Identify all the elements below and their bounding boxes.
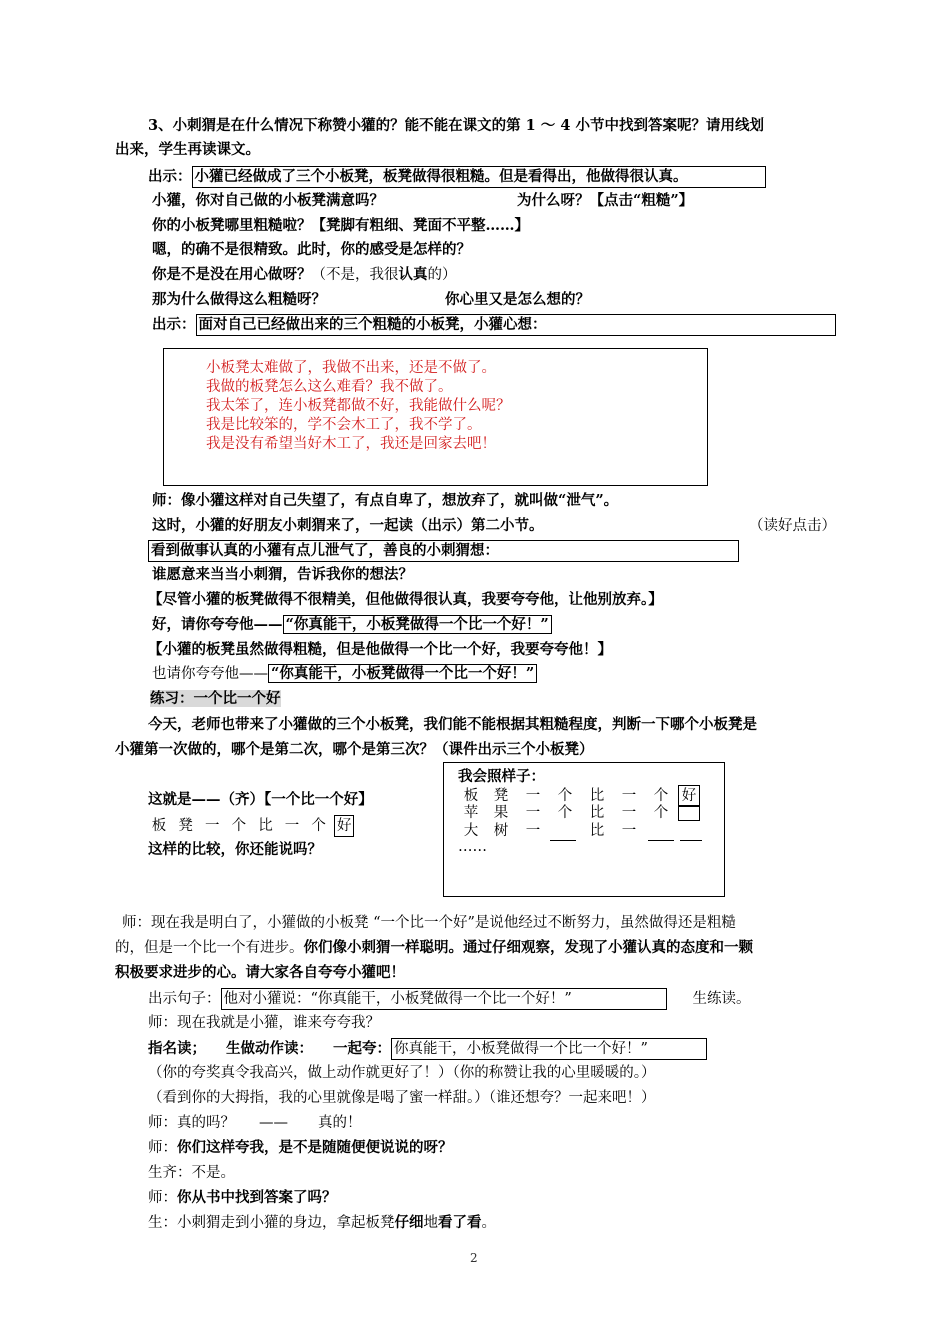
question-careless bbox=[152, 265, 457, 285]
thought-line: 小板凳太难做了，我做不出来，还是不做了。 bbox=[206, 360, 496, 376]
teacher-now-line2 bbox=[115, 938, 753, 958]
students-no: 生齐：不是。 bbox=[148, 1165, 235, 1181]
pattern-char: 板 bbox=[151, 818, 167, 834]
teacher-found bbox=[148, 1188, 337, 1208]
pattern-char: 一 bbox=[284, 818, 300, 834]
imitate-blank-box[interactable] bbox=[678, 805, 700, 821]
show-sentence-2 bbox=[152, 314, 836, 336]
imitate-char: 个 bbox=[557, 805, 573, 821]
teacher-casual bbox=[148, 1138, 453, 1158]
discouraged-thoughts-box bbox=[163, 348, 708, 486]
imitate-char: 一 bbox=[525, 823, 541, 839]
praise-quote: “你真能干，小板凳做得一个比一个好！” bbox=[283, 615, 552, 634]
imitate-blank[interactable] bbox=[648, 826, 674, 841]
careless-ans-close: 的） bbox=[427, 267, 457, 283]
praise-1 bbox=[152, 615, 552, 635]
imitate-char: 个 bbox=[557, 788, 573, 804]
question-rough: 那为什么做得这么粗糙呀？ bbox=[152, 291, 326, 308]
question-3-line1: 3、小刺猬是在什么情况下称赞小獾的？能不能在课文的第 1 ～ 4 小节中找到答案呢？请用线划 bbox=[148, 117, 764, 134]
praise-2 bbox=[152, 664, 537, 684]
hedgehog-d: 看了看 bbox=[438, 1214, 482, 1231]
boxed-sentence: 看到做事认真的小獾有点儿泄气了，善良的小刺猬想： bbox=[148, 540, 739, 562]
show-label: 出示句子： bbox=[148, 991, 221, 1007]
imitate-char: 一 bbox=[525, 788, 541, 804]
practice-read: 生练读。 bbox=[692, 991, 751, 1007]
imitate-char: 苹 bbox=[463, 805, 479, 821]
really-dash: —— bbox=[259, 1115, 288, 1131]
response-1: （你的夸奖真令我高兴，做上动作就更好了！）（你的称赞让我的心里暖暖的。） bbox=[148, 1065, 656, 1081]
careless-ans-open: （不是，我很 bbox=[311, 267, 399, 283]
pattern-char: 一 bbox=[204, 818, 220, 834]
careless-ans-key: 认真 bbox=[398, 266, 428, 283]
imitate-char: 一 bbox=[621, 788, 637, 804]
pattern-char: 个 bbox=[311, 818, 326, 834]
imitate-char: 个 bbox=[653, 788, 669, 804]
casual-q: 你们这样夸我，是不是随随便便说说的呀？ bbox=[177, 1139, 453, 1156]
question-where: 你的小板凳哪里粗糙啦？【凳脚有粗细、凳面不平整……】 bbox=[152, 217, 529, 234]
question-satisfied: 小獾，你对自己做的小板凳满意吗？ bbox=[152, 192, 384, 209]
teacher-now-line1: 师：现在我是明白了，小獾做的小板凳 “一个比一个好”是说他经过不断努力，虽然做得还是粗糙 bbox=[122, 915, 736, 931]
role-action: 生做动作读： bbox=[226, 1040, 313, 1057]
today-line1: 今天，老师也带来了小獾做的三个小板凳，我们能不能根据其粗糙程度，判断一下哪个小板凳是 bbox=[148, 716, 757, 733]
boxed-sentence: 你真能干，小板凳做得一个比一个好！” bbox=[391, 1038, 707, 1060]
imitate-char: 比 bbox=[589, 788, 605, 804]
role-together: 一起夸： bbox=[333, 1040, 391, 1057]
really-q: 师：真的吗？ bbox=[148, 1115, 235, 1131]
show-label: 出示： bbox=[152, 316, 196, 333]
boxed-sentence: 面对自己已经做出来的三个粗糙的小板凳，小獾心想： bbox=[196, 314, 836, 336]
imitate-blank[interactable] bbox=[680, 826, 702, 841]
imitate-char: 大 bbox=[463, 823, 479, 839]
exercise-label: 练习：一个比一个好 bbox=[150, 690, 281, 707]
imitate-char: 比 bbox=[589, 823, 605, 839]
imitate-char: 一 bbox=[621, 823, 637, 839]
hedgehog-e: 。 bbox=[481, 1215, 496, 1231]
praise-prompt: 好，请你夸夸他—— bbox=[152, 616, 283, 633]
hedgehog-a: 生：小刺猬走到小獾的身边，拿起板凳 bbox=[148, 1215, 395, 1231]
boxed-sentence: 小獾已经做成了三个小板凳，板凳做得很粗糙。但是看得出，他做得很认真。 bbox=[192, 166, 766, 188]
imitate-row-3 bbox=[456, 821, 702, 841]
imitate-char: 板 bbox=[463, 788, 479, 804]
today-line2: 小獾第一次做的，哪个是第二次，哪个是第三次？（课件出示三个小板凳） bbox=[115, 741, 594, 758]
thought-line: 我做的板凳怎么这么难看？我不做了。 bbox=[206, 379, 453, 395]
imitate-box bbox=[443, 762, 725, 897]
question-why: 为什么呀？【点击“粗糙”】 bbox=[517, 192, 694, 209]
student-hedgehog bbox=[148, 1213, 496, 1233]
found-q: 你从书中找到答案了吗？ bbox=[177, 1189, 337, 1206]
question-who: 谁愿意来当当小刺猬，告诉我你的想法？ bbox=[152, 566, 413, 583]
thought-line: 我是比较笨的，学不会木工了，我不学了。 bbox=[206, 417, 482, 433]
thought-line: 我太笨了，连小板凳都做不好，我能做什么呢？ bbox=[206, 398, 511, 414]
hedgehog-b: 仔细 bbox=[394, 1214, 424, 1231]
pattern-char-boxed: 好 bbox=[334, 815, 354, 837]
role-named: 指名读； bbox=[148, 1040, 206, 1057]
response-2: （看到你的大拇指，我的心里就像是喝了蜜一样甜。）（谁还想夸？一起来吧！） bbox=[148, 1090, 656, 1106]
praise-quote: “你真能干，小板凳做得一个比一个好！” bbox=[268, 664, 537, 683]
compare-question: 这样的比较，你还能说吗？ bbox=[148, 841, 322, 858]
answer-1: 【尽管小獾的板凳做得不很精美，但他做得很认真，我要夸夸他，让他别放弃。】 bbox=[148, 591, 663, 608]
imitate-char: 凳 bbox=[493, 788, 509, 804]
question-think: 你心里又是怎么想的？ bbox=[445, 291, 590, 308]
answer-2: 【小獾的板凳虽然做得粗糙，但是他做得一个比一个好，我要夸夸他！】 bbox=[148, 641, 612, 658]
pattern-char: 凳 bbox=[178, 818, 193, 834]
imitate-char: 个 bbox=[653, 805, 669, 821]
teacher-deflate: 师：像小獾这样对自己失望了，有点自卑了，想放弃了，就叫做“泄气”。 bbox=[152, 492, 619, 509]
imitate-blank[interactable] bbox=[550, 826, 576, 841]
teacher-i-am: 师：现在我就是小獾，谁来夸夸我？ bbox=[148, 1015, 380, 1031]
pattern-char: 比 bbox=[258, 818, 273, 834]
show-sentence-1 bbox=[148, 166, 766, 188]
exercise-title bbox=[150, 689, 281, 709]
boxed-sentence: 他对小獾说：“你真能干，小板凳做得一个比一个好！” bbox=[221, 988, 667, 1010]
praise-prompt: 也请你夸夸他—— bbox=[152, 666, 268, 682]
imitate-char: 一 bbox=[525, 805, 541, 821]
imitate-char: 一 bbox=[621, 805, 637, 821]
imitate-title: 我会照样子： bbox=[458, 768, 545, 785]
show-label: 出示： bbox=[148, 168, 192, 185]
reading-roles bbox=[148, 1038, 707, 1060]
teacher-note: （读好点击） bbox=[749, 518, 836, 534]
imitate-char: 比 bbox=[589, 805, 605, 821]
pattern-row bbox=[148, 815, 354, 837]
teacher-label: 师： bbox=[148, 1190, 177, 1206]
now-line2-bold: 你们像小刺猬一样聪明。通过仔细观察，发现了小獾认真的态度和一颗 bbox=[303, 939, 753, 956]
now-line2-plain: 的，但是一个比一个有进步。 bbox=[115, 940, 304, 956]
teacher-label: 师： bbox=[148, 1140, 177, 1156]
really-line bbox=[148, 1113, 362, 1133]
hedgehog-c: 地 bbox=[423, 1215, 438, 1231]
imitate-char-boxed: 好 bbox=[678, 785, 700, 807]
teacher-friend: 这时，小獾的好朋友小刺猬来了，一起读（出示）第二小节。 bbox=[152, 517, 544, 534]
show-sentence-3 bbox=[148, 540, 739, 562]
page-number: 2 bbox=[470, 1251, 478, 1265]
question-3-line2: 出来，学生再读课文。 bbox=[115, 141, 260, 158]
imitate-dots: …… bbox=[458, 839, 487, 855]
imitate-char: 树 bbox=[493, 823, 509, 839]
show-sentence-4 bbox=[148, 988, 751, 1010]
imitate-char: 果 bbox=[493, 805, 509, 821]
pattern-char: 个 bbox=[231, 818, 247, 834]
imitate-row-2 bbox=[456, 803, 700, 823]
teacher-now-line3: 积极要求进步的心。请大家各自夸夸小獾吧！ bbox=[115, 964, 405, 981]
question-feel: 嗯，的确不是很精致。此时，你的感受是怎样的？ bbox=[152, 241, 471, 258]
this-is: 这就是——（齐）【一个比一个好】 bbox=[148, 791, 373, 808]
really-a: 真的！ bbox=[318, 1115, 362, 1131]
careless-q: 你是不是没在用心做呀？ bbox=[152, 266, 312, 283]
thought-line: 我是没有希望当好木工了，我还是回家去吧！ bbox=[206, 436, 496, 452]
